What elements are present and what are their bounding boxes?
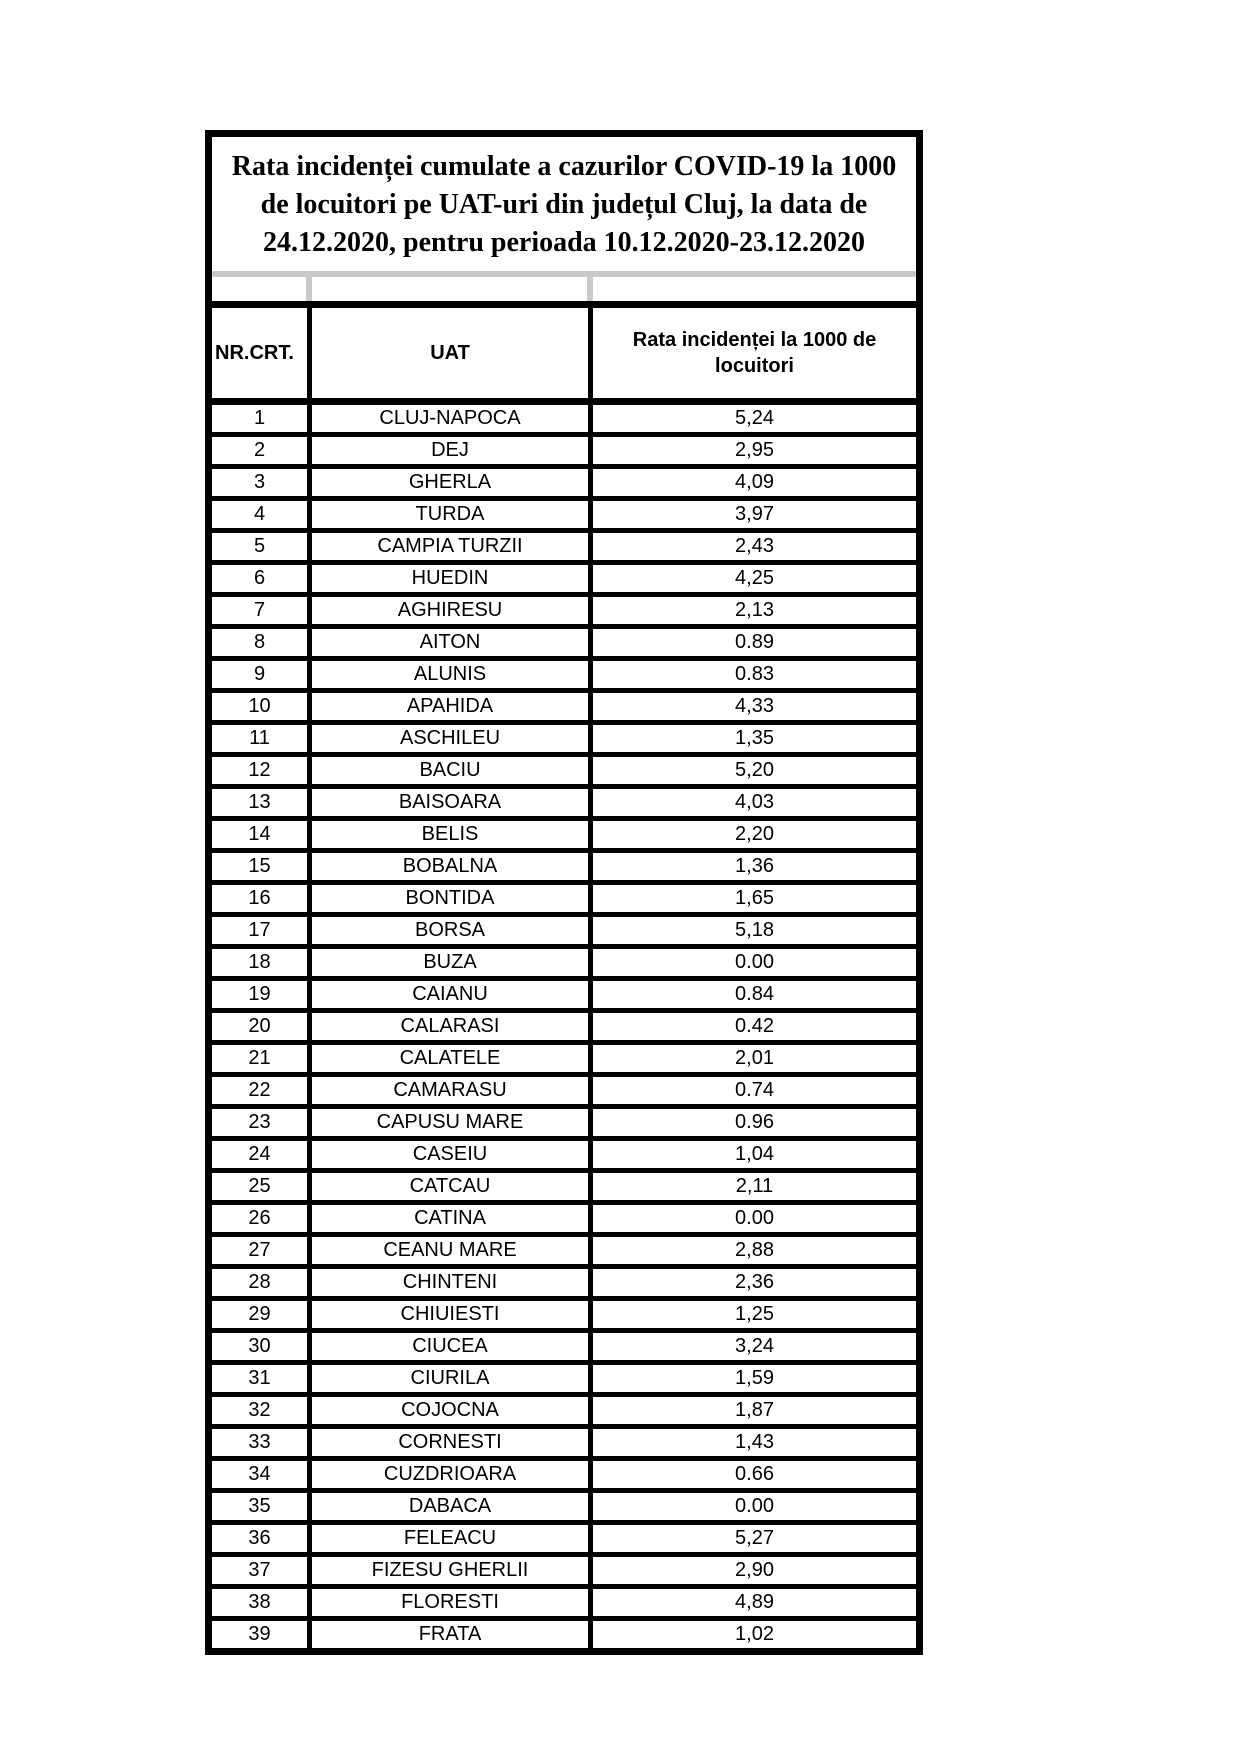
- uat-name-cell: CAPUSU MARE: [312, 1109, 593, 1136]
- uat-name-cell: CIURILA: [312, 1365, 593, 1392]
- incidence-table: [205, 130, 923, 1655]
- uat-name-cell: CEANU MARE: [312, 1237, 593, 1264]
- rate-value-cell: 0.00: [735, 1495, 774, 1517]
- header-uat: UAT: [312, 308, 593, 398]
- table-title-line-1: Rata incidenței cumulate a cazurilor COVID-19 la 1000: [231, 151, 897, 182]
- rate-value-cell: 0.74: [735, 1079, 774, 1101]
- uat-name-cell: FLORESTI: [312, 1589, 593, 1616]
- uat-name-cell: BAISOARA: [312, 789, 593, 816]
- row-number-cell: 33: [212, 1429, 312, 1456]
- uat-name-cell: CIUCEA: [312, 1333, 593, 1360]
- uat-name-cell: CAMPIA TURZII: [312, 533, 593, 560]
- uat-name-cell: COJOCNA: [312, 1397, 593, 1424]
- table-row: [212, 661, 916, 693]
- rate-value-cell: 0.89: [735, 631, 774, 653]
- uat-name-cell: CATCAU: [312, 1173, 593, 1200]
- spacer-cell: [212, 277, 312, 301]
- rate-value-cell: 2,43: [735, 535, 774, 557]
- uat-name-cell: BONTIDA: [312, 885, 593, 912]
- row-number-cell: 7: [212, 597, 312, 624]
- uat-name-cell: BACIU: [312, 757, 593, 784]
- row-number-cell: 39: [212, 1621, 312, 1648]
- table-row: [212, 1429, 916, 1461]
- spacer-row: [212, 271, 916, 301]
- rate-value-cell: 1,87: [735, 1399, 774, 1421]
- header-nr-crt: NR.CRT.: [212, 308, 312, 398]
- row-number-cell: 19: [212, 981, 312, 1008]
- row-number-cell: 32: [212, 1397, 312, 1424]
- row-number-cell: 26: [212, 1205, 312, 1232]
- table-row: [212, 1461, 916, 1493]
- row-number-cell: 23: [212, 1109, 312, 1136]
- rate-value-cell: 2,36: [735, 1271, 774, 1293]
- row-number-cell: 34: [212, 1461, 312, 1488]
- table-row: [212, 597, 916, 629]
- table-row: [212, 437, 916, 469]
- uat-name-cell: CORNESTI: [312, 1429, 593, 1456]
- row-number-cell: 11: [212, 725, 312, 752]
- row-number-cell: 17: [212, 917, 312, 944]
- uat-name-cell: FRATA: [312, 1621, 593, 1648]
- row-number-cell: 28: [212, 1269, 312, 1296]
- table-row: [212, 949, 916, 981]
- table-row: [212, 1045, 916, 1077]
- table-row: [212, 1397, 916, 1429]
- table-row: [212, 1525, 916, 1557]
- row-number-cell: 15: [212, 853, 312, 880]
- row-number-cell: 5: [212, 533, 312, 560]
- table-header-row: [212, 301, 916, 405]
- table-row: [212, 821, 916, 853]
- spacer-cell: [312, 277, 593, 301]
- row-number-cell: 27: [212, 1237, 312, 1264]
- uat-name-cell: CHIUIESTI: [312, 1301, 593, 1328]
- table-row: [212, 629, 916, 661]
- table-row: [212, 853, 916, 885]
- table-row: [212, 1301, 916, 1333]
- uat-name-cell: AITON: [312, 629, 593, 656]
- uat-name-cell: BELIS: [312, 821, 593, 848]
- header-rate: Rata incidenței la 1000 de locuitori: [632, 329, 877, 377]
- rate-value-cell: 5,18: [735, 919, 774, 941]
- row-number-cell: 24: [212, 1141, 312, 1168]
- table-row: [212, 1141, 916, 1173]
- table-row: [212, 1237, 916, 1269]
- rate-value-cell: 4,09: [735, 471, 774, 493]
- table-title-line-2: de locuitori pe UAT-uri din județul Cluj, la data de: [260, 189, 868, 220]
- rate-value-cell: 0.84: [735, 983, 774, 1005]
- table-row: [212, 565, 916, 597]
- table-row: [212, 789, 916, 821]
- rate-value-cell: 2,13: [735, 599, 774, 621]
- rate-value-cell: 1,25: [735, 1303, 774, 1325]
- uat-name-cell: CATINA: [312, 1205, 593, 1232]
- row-number-cell: 35: [212, 1493, 312, 1520]
- table-row: [212, 1333, 916, 1365]
- table-row: [212, 533, 916, 565]
- rate-value-cell: 0.00: [735, 1207, 774, 1229]
- uat-name-cell: APAHIDA: [312, 693, 593, 720]
- uat-name-cell: DEJ: [312, 437, 593, 464]
- rate-value-cell: 1,02: [735, 1623, 774, 1645]
- rate-value-cell: 2,20: [735, 823, 774, 845]
- table-row: [212, 1077, 916, 1109]
- uat-name-cell: AGHIRESU: [312, 597, 593, 624]
- rate-value-cell: 3,97: [735, 503, 774, 525]
- rate-value-cell: 0.42: [735, 1015, 774, 1037]
- uat-name-cell: FIZESU GHERLII: [312, 1557, 593, 1584]
- table-row: [212, 693, 916, 725]
- row-number-cell: 31: [212, 1365, 312, 1392]
- table-row: [212, 1205, 916, 1237]
- row-number-cell: 8: [212, 629, 312, 656]
- row-number-cell: 25: [212, 1173, 312, 1200]
- rate-value-cell: 1,43: [735, 1431, 774, 1453]
- rate-value-cell: 0.83: [735, 663, 774, 685]
- rate-value-cell: 2,88: [735, 1239, 774, 1261]
- table-row: [212, 1621, 916, 1648]
- rate-value-cell: 0.66: [735, 1463, 774, 1485]
- row-number-cell: 38: [212, 1589, 312, 1616]
- row-number-cell: 1: [212, 405, 312, 432]
- uat-name-cell: CALARASI: [312, 1013, 593, 1040]
- row-number-cell: 18: [212, 949, 312, 976]
- uat-name-cell: CASEIU: [312, 1141, 593, 1168]
- rate-value-cell: 1,65: [735, 887, 774, 909]
- rate-value-cell: 2,95: [735, 439, 774, 461]
- row-number-cell: 29: [212, 1301, 312, 1328]
- uat-name-cell: BOBALNA: [312, 853, 593, 880]
- table-row: [212, 1173, 916, 1205]
- rate-value-cell: 2,01: [735, 1047, 774, 1069]
- uat-name-cell: CAIANU: [312, 981, 593, 1008]
- row-number-cell: 21: [212, 1045, 312, 1072]
- row-number-cell: 13: [212, 789, 312, 816]
- rate-value-cell: 0.00: [735, 951, 774, 973]
- row-number-cell: 36: [212, 1525, 312, 1552]
- row-number-cell: 3: [212, 469, 312, 496]
- rate-value-cell: 4,03: [735, 791, 774, 813]
- row-number-cell: 30: [212, 1333, 312, 1360]
- row-number-cell: 12: [212, 757, 312, 784]
- table-title: [212, 137, 916, 271]
- rate-value-cell: 5,20: [735, 759, 774, 781]
- table-row: [212, 501, 916, 533]
- rate-value-cell: 4,25: [735, 567, 774, 589]
- rate-value-cell: 0.96: [735, 1111, 774, 1133]
- rate-value-cell: 1,59: [735, 1367, 774, 1389]
- row-number-cell: 14: [212, 821, 312, 848]
- uat-name-cell: CUZDRIOARA: [312, 1461, 593, 1488]
- uat-name-cell: CAMARASU: [312, 1077, 593, 1104]
- table-row: [212, 469, 916, 501]
- row-number-cell: 22: [212, 1077, 312, 1104]
- table-row: [212, 1493, 916, 1525]
- row-number-cell: 37: [212, 1557, 312, 1584]
- row-number-cell: 16: [212, 885, 312, 912]
- rate-value-cell: 5,24: [735, 407, 774, 429]
- row-number-cell: 6: [212, 565, 312, 592]
- rate-value-cell: 1,04: [735, 1143, 774, 1165]
- rate-value-cell: 2,11: [735, 1175, 774, 1197]
- row-number-cell: 2: [212, 437, 312, 464]
- table-row: [212, 885, 916, 917]
- uat-name-cell: CALATELE: [312, 1045, 593, 1072]
- table-row: [212, 1013, 916, 1045]
- table-row: [212, 917, 916, 949]
- table-row: [212, 725, 916, 757]
- table-body: [212, 405, 916, 1648]
- uat-name-cell: GHERLA: [312, 469, 593, 496]
- uat-name-cell: TURDA: [312, 501, 593, 528]
- uat-name-cell: BUZA: [312, 949, 593, 976]
- rate-value-cell: 4,89: [735, 1591, 774, 1613]
- rate-value-cell: 3,24: [735, 1335, 774, 1357]
- table-row: [212, 405, 916, 437]
- uat-name-cell: ASCHILEU: [312, 725, 593, 752]
- row-number-cell: 10: [212, 693, 312, 720]
- table-title-line-3: 24.12.2020, pentru perioada 10.12.2020-23.12.2020: [263, 227, 865, 258]
- uat-name-cell: CLUJ-NAPOCA: [312, 405, 593, 432]
- spacer-cell: [593, 277, 916, 301]
- rate-value-cell: 5,27: [735, 1527, 774, 1549]
- uat-name-cell: ALUNIS: [312, 661, 593, 688]
- uat-name-cell: BORSA: [312, 917, 593, 944]
- table-row: [212, 1589, 916, 1621]
- row-number-cell: 9: [212, 661, 312, 688]
- rate-value-cell: 1,36: [735, 855, 774, 877]
- row-number-cell: 4: [212, 501, 312, 528]
- table-row: [212, 981, 916, 1013]
- uat-name-cell: FELEACU: [312, 1525, 593, 1552]
- table-row: [212, 1109, 916, 1141]
- uat-name-cell: CHINTENI: [312, 1269, 593, 1296]
- table-row: [212, 1269, 916, 1301]
- uat-name-cell: HUEDIN: [312, 565, 593, 592]
- table-row: [212, 757, 916, 789]
- rate-value-cell: 4,33: [735, 695, 774, 717]
- row-number-cell: 20: [212, 1013, 312, 1040]
- rate-value-cell: 2,90: [735, 1559, 774, 1581]
- uat-name-cell: DABACA: [312, 1493, 593, 1520]
- table-row: [212, 1365, 916, 1397]
- rate-value-cell: 1,35: [735, 727, 774, 749]
- table-row: [212, 1557, 916, 1589]
